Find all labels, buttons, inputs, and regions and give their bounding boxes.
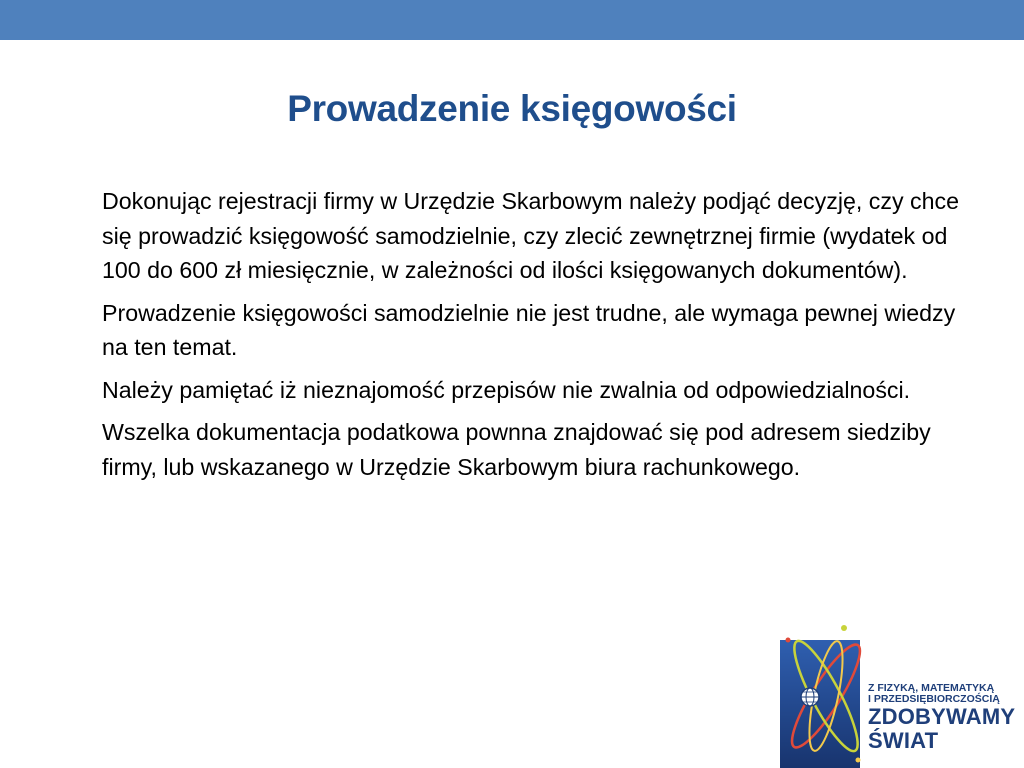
body-paragraph-4: Wszelka dokumentacja podatkowa pownna znajdować się pod adresem siedziby firmy, lub wskazanego w Urzędzie Skarbowym biura rachunkowego. — [102, 419, 931, 480]
body-paragraph-2: Prowadzenie księgowości samodzielnie nie jest trudne, ale wymaga pewnej wiedzy na ten temat. — [102, 299, 956, 360]
logo-wordmark — [868, 683, 1015, 753]
logo-line-3: ZDOBYWAMY — [868, 704, 1016, 729]
logo-line-4: ŚWIAT — [868, 728, 939, 753]
slide-body — [102, 184, 972, 492]
logo-line-2: I PRZEDSIĘBIORCZOŚCIĄ — [868, 693, 1000, 705]
body-paragraph-1: Dokonując rejestracji firmy w Urzędzie Skarbowym należy podjąć decyzję, czy chce się prowadzić księgowość samodzielnie, czy zlecić zewnętrznej firmie (wydatek od 100 do 600 zł miesięcznie, w zależności od ilości księgowanych dokumentów). — [102, 188, 959, 283]
top-accent-bar — [0, 0, 1024, 40]
body-paragraph-3: Należy pamiętać iż nieznajomość przepisów nie zwalnia od odpowiedzialności. — [102, 376, 911, 403]
slide-title: Prowadzenie księgowości — [287, 88, 737, 129]
logo-line-1: Z FIZYKĄ, MATEMATYKĄ — [868, 682, 995, 694]
